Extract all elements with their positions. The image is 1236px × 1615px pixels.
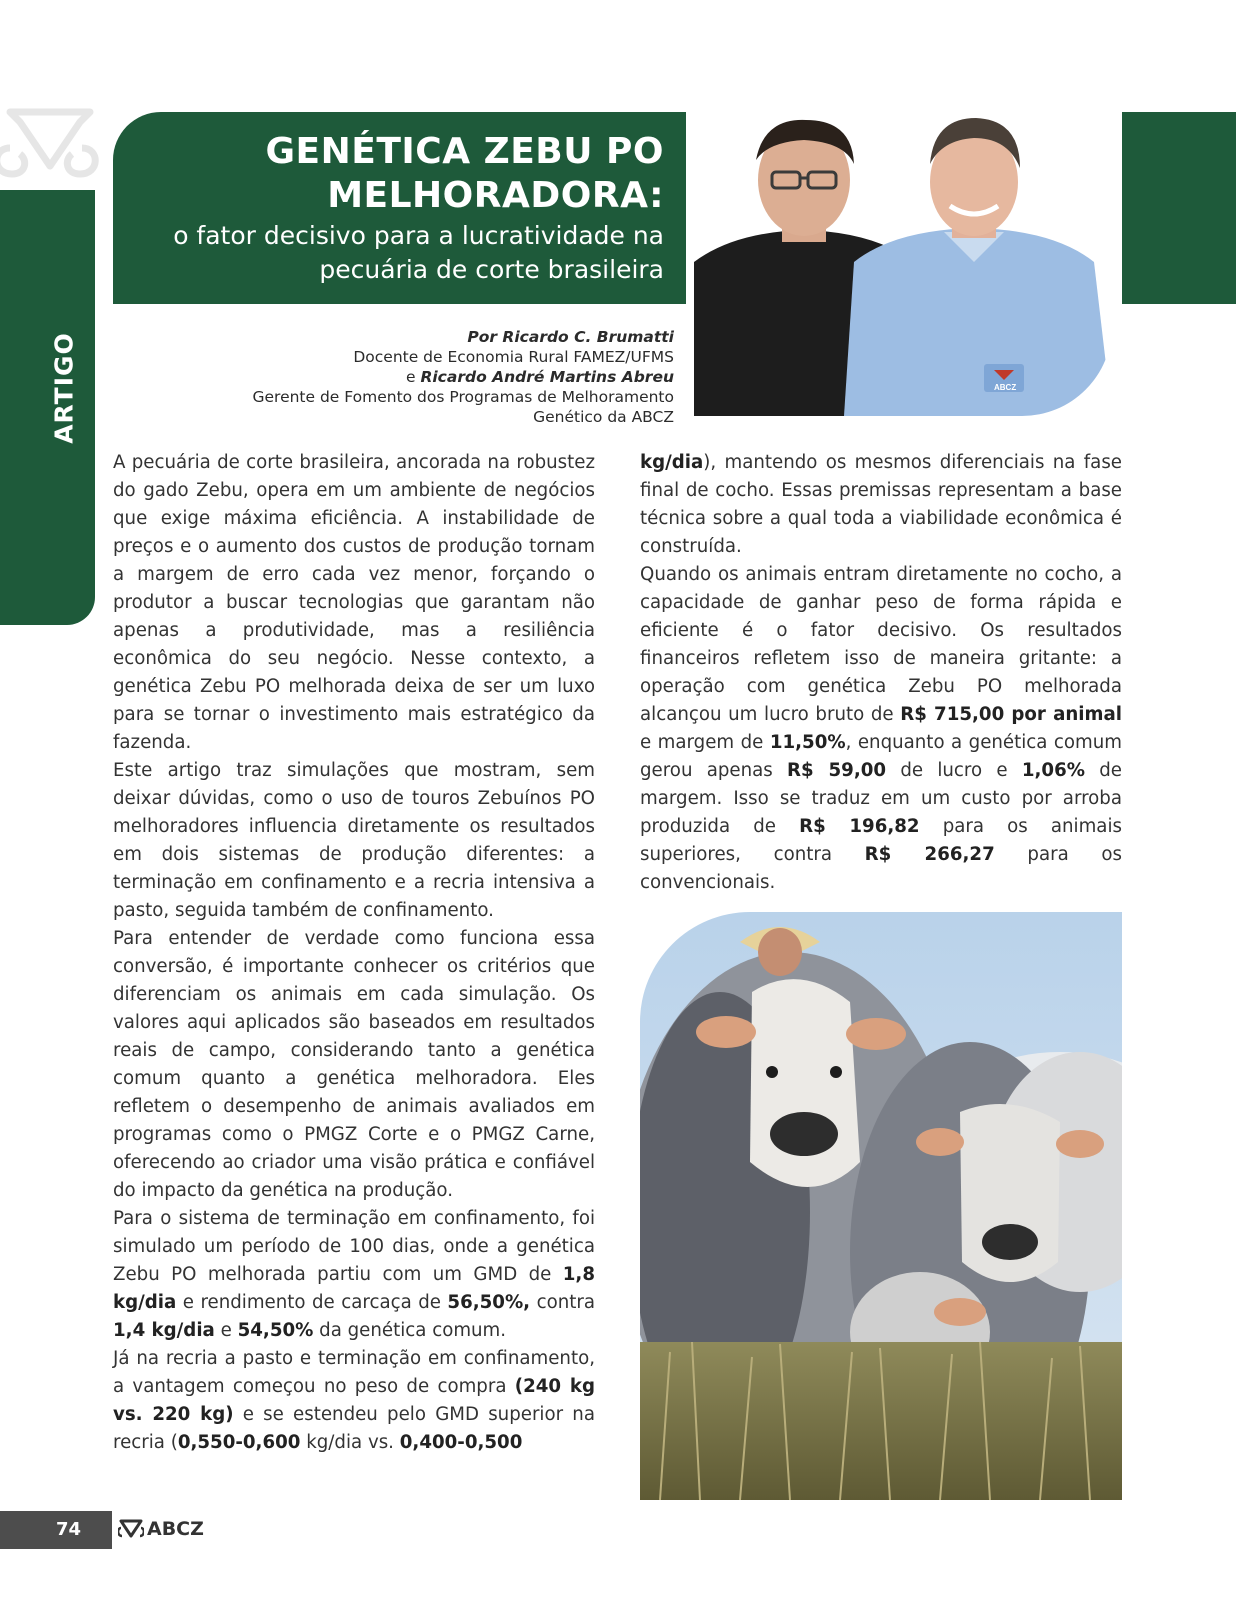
byline <box>252 327 674 427</box>
text-run: para os animais superiores, contra <box>640 816 1122 865</box>
highlight-value: 54,50% <box>237 1320 314 1341</box>
paragraph-3: Para entender de verdade como funciona essa conversão, é importante conhecer os critérios que diferenciam os animais em cada simulação. Os valores aqui aplicados são baseados em resultados reais de campo, considerando tanto a genética comum quanto a genética melhoradora. Eles refletem o desempenho de animais avaliados em programas como o PMGZ Corte e o PMGZ Carne, oferecendo ao criador uma visão prática e confiável do impacto da genética na produção. <box>113 928 595 1201</box>
highlight-value: R$ 266,27 <box>864 844 995 865</box>
article-subtitle-line2: pecuária de corte brasileira <box>319 255 664 284</box>
paragraph-6 <box>640 449 1122 561</box>
title-box <box>113 112 686 304</box>
text-run: para os convencionais. <box>640 844 1122 893</box>
highlight-value: 0,550-0,600 <box>177 1432 301 1453</box>
section-label: ARTIGO <box>49 332 79 444</box>
paragraph-2: Este artigo traz simulações que mostram, sem deixar dúvidas, como o uso de touros Zebuínos PO melhoradores influencia diretamente os resultados em dois sistemas de produção diferentes: a terminação em confinamento e a recria intensiva a pasto, seguida também de confinamento. <box>113 760 595 921</box>
article-title-line2: MELHORADORA: <box>327 175 664 216</box>
highlight-value: 11,50% <box>769 732 846 753</box>
author-2-role-line1: Gerente de Fomento dos Programas de Melhoramento <box>252 388 674 406</box>
byline-connector: e <box>405 368 421 386</box>
authors-photo <box>694 112 1112 416</box>
paragraph-7 <box>640 561 1122 897</box>
shirt-badge-text: ABCZ <box>994 383 1017 392</box>
text-run: kg/dia vs. <box>300 1432 400 1453</box>
footer-brand: ABCZ <box>147 1518 204 1540</box>
article-title-line1: GENÉTICA ZEBU PO <box>265 131 664 172</box>
cattle-photo <box>640 912 1122 1500</box>
article-subtitle-line1: o fator decisivo para a lucratividade na <box>173 221 664 250</box>
author-2-name: Ricardo André Martins Abreu <box>420 368 674 386</box>
highlight-value: 1,06% <box>1021 760 1085 781</box>
text-run: de margem. Isso se traduz em um custo por arroba produzida de <box>640 760 1122 837</box>
author-1-name: Por Ricardo C. Brumatti <box>467 328 674 346</box>
text-run: ), mantendo os mesmos diferenciais na fase final de cocho. Essas premissas representam a base técnica sobre a qual toda a viabilidade econômica é construída. <box>640 452 1122 557</box>
author-1-role: Docente de Economia Rural FAMEZ/UFMS <box>353 348 674 366</box>
highlight-value: (240 kg vs. 220 kg) <box>113 1376 595 1425</box>
right-column <box>640 449 1122 897</box>
highlight-value: 56,50%, <box>447 1292 531 1313</box>
abcz-logo-icon <box>118 1516 144 1542</box>
highlight-value: 0,400-0,500 <box>399 1432 523 1453</box>
paragraph-4 <box>113 1205 595 1345</box>
highlight-value: 1,4 kg/dia <box>113 1320 215 1341</box>
highlight-value: R$ 59,00 <box>787 760 887 781</box>
text-run: e <box>214 1320 238 1341</box>
left-column <box>113 449 595 1457</box>
paragraph-5 <box>113 1345 595 1457</box>
highlight-value: R$ 196,82 <box>799 816 920 837</box>
section-tab <box>0 190 95 625</box>
text-run: Já na recria a pasto e terminação em confinamento, a vantagem começou no peso de compra <box>113 1348 595 1397</box>
highlight-value: R$ 715,00 por animal <box>900 704 1122 725</box>
text-run: , enquanto a genética comum gerou apenas <box>640 732 1123 781</box>
text-run: e rendimento de carcaça de <box>176 1292 448 1313</box>
decorative-block <box>1122 112 1236 304</box>
abcz-logo-icon <box>0 108 100 188</box>
text-run: de lucro e <box>886 760 1022 781</box>
text-run: e se estendeu pelo GMD superior na recria ( <box>113 1404 595 1453</box>
text-run: Quando os animais entram diretamente no cocho, a capacidade de ganhar peso de forma rápida e eficiente é o fator decisivo. Os resultados financeiros refletem isso de maneira gritante: a operação com genética Zebu PO melhorada alcançou um lucro bruto de <box>640 564 1122 725</box>
highlight-value: 1,8 kg/dia <box>113 1264 595 1313</box>
text-run: contra <box>530 1292 595 1313</box>
text-run: da genética comum. <box>313 1320 507 1341</box>
page-number: 74 <box>56 1519 82 1540</box>
text-run: e margem de <box>640 732 770 753</box>
paragraph-1: A pecuária de corte brasileira, ancorada na robustez do gado Zebu, opera em um ambiente de negócios que exige máxima eficiência. A instabilidade de preços e o aumento dos custos de produção tornam a margem de erro cada vez menor, forçando o produtor a buscar tecnologias que garantam não apenas a produtividade, mas a resiliência econômica do seu negócio. Nesse contexto, a genética Zebu PO melhorada deixa de ser um luxo para se tornar o investimento mais estratégico da fazenda. <box>113 452 595 753</box>
text-run: Para o sistema de terminação em confinamento, foi simulado um período de 100 dias, onde a genética Zebu PO melhorada partiu com um GMD de <box>113 1208 595 1285</box>
author-2-role-line2: Genético da ABCZ <box>533 408 674 426</box>
highlight-value: kg/dia <box>640 452 704 473</box>
